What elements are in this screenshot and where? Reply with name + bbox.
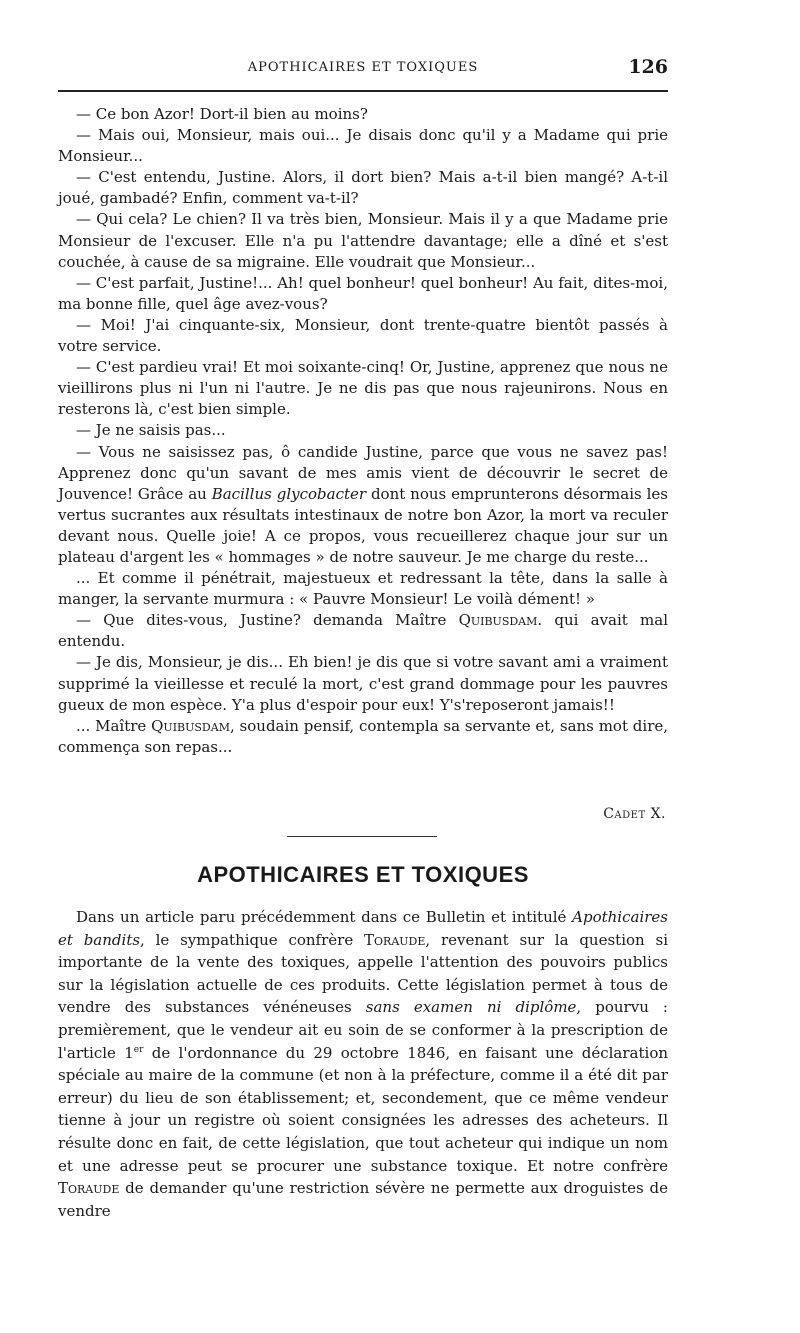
paragraph: — C'est parfait, Justine!... Ah! quel bonheur! quel bonheur! Au fait, dites-moi, ma bonne fille, quel âge avez-vous? [58, 273, 668, 313]
text-run: , pourvu : premièrement, que le vendeur ait eu soin de se conformer à la prescription de l'article 1 [58, 998, 668, 1062]
story-text [58, 104, 668, 758]
author-name: Toraude [364, 930, 426, 949]
paragraph [58, 610, 668, 652]
text-run: , soudain pensif, contempla sa servante et, sans mot dire, commença son repas... [58, 716, 669, 756]
text-run: — Vous ne saisissez pas, ô candide Justine, parce que vous ne savez pas! Apprenez donc qu'un savant de mes amis vient de découvrir le secret de Jouvence! Grâce au [58, 442, 668, 503]
paragraph: — Je ne saisis pas... [76, 421, 226, 440]
paragraph: — Ce bon Azor! Dort-il bien au moins? [76, 105, 368, 123]
header-rule [58, 90, 668, 92]
section-divider [287, 836, 437, 837]
paragraph: — C'est pardieu vrai! Et moi soixante-cinq! Or, Justine, apprenez que nous ne vieillirons plus ni l'un ni l'autre. Je ne dis pas que nous rajeunirons. Nous en resterons là, c'est bien simple. [58, 358, 668, 419]
article-title: APOTHICAIRES ET TOXIQUES [197, 862, 529, 887]
italic-phrase: sans examen ni diplôme [365, 998, 577, 1017]
character-name: Quibusdam [458, 611, 538, 630]
running-head [58, 56, 668, 82]
text-run: — Que dites-vous, Justine? demanda Maître [76, 611, 459, 630]
paragraph: ... Et comme il pénétrait, majestueux et redressant la tête, dans la salle à manger, la servante murmura : « Pauvre Monsieur! Le voilà dément! » [58, 569, 668, 609]
text-run: de l'ordonnance du 29 octobre 1846, en faisant une déclaration spéciale au maire de la commune (et non à la préfecture, comme il a été dit par erreur) du lieu de son établissement; et, secondement, que ce même vendeur tienne à jour un registre où soient consignées les adresses des acheteurs. Il résulte donc en fait, de cette législation, que tout acheteur qui indique un nom et une adresse peut se procurer une substance toxique. Et notre confrère [58, 1043, 669, 1175]
paragraph: — Je dis, Monsieur, je dis... Eh bien! je dis que si votre savant ami a vraiment supprimé la vieillesse et reculé la mort, c'est grand dommage pour les pauvres gueux de mon espèce. Y'a plus d'espoir pour eux! Y's'reposeront jamais!! [58, 653, 668, 714]
text-run: , revenant sur la question si importante de la vente des toxiques, appelle l'attention des pouvoirs publics sur la législation actuelle de ces produits. Cette législation permet à tous de vendre des substances vénéneuses [58, 930, 668, 1017]
paragraph: — Qui cela? Le chien? Il va très bien, Monsieur. Mais il y a que Madame prie Monsieur de l'excuser. Elle n'a pu l'attendre davantage; elle a dîné et s'est couchée, à cause de sa migraine. Elle voudrait que Monsieur... [58, 210, 668, 271]
paragraph: — Mais oui, Monsieur, mais oui... Je disais donc qu'il y a Madame qui prie Monsieur... [58, 126, 668, 166]
text-run: Dans un article paru précédemment dans ce Bulletin et intitulé [76, 908, 573, 926]
text-run: de demander qu'une restriction sévère ne permette aux droguistes de vendre [58, 1179, 668, 1220]
signature-text: Cadet X. [603, 806, 666, 822]
running-title: APOTHICAIRES ET TOXIQUES [247, 60, 479, 75]
paragraph: — Moi! J'ai cinquante-six, Monsieur, dont trente-quatre bientôt passés à votre service. [58, 315, 668, 356]
italic-term: Bacillus glycobacter [211, 484, 367, 503]
signature [58, 806, 668, 822]
character-name: Quibusdam [151, 716, 230, 735]
text-run: . qui avait mal entendu. [58, 611, 668, 651]
text-run: dont nous emprunterons désormais les vertus sucrantes aux résultats intestinaux de notre bon Azor, la mort va reculer devant nous. Quelle joie! A ce propos, vous recueillerez chaque jour sur un plateau d'argent les « hommages » de notre sauveur. Je me charge du reste... [58, 484, 668, 566]
text-run: , le sympathique confrère [140, 930, 365, 949]
superscript: er [133, 1044, 144, 1055]
page-number: 126 [628, 56, 668, 78]
paragraph [58, 716, 668, 758]
text-run: ... Maître [76, 716, 152, 735]
paragraph [58, 906, 668, 1222]
paragraph [58, 442, 668, 569]
italic-title: Apothicaires et bandits [58, 908, 668, 949]
author-name: Toraude [58, 1179, 120, 1198]
paragraph: — C'est entendu, Justine. Alors, il dort bien? Mais a-t-il bien mangé? A-t-il joué, gambadé? Enfin, comment va-t-il? [58, 168, 668, 208]
article-body [58, 906, 668, 1222]
